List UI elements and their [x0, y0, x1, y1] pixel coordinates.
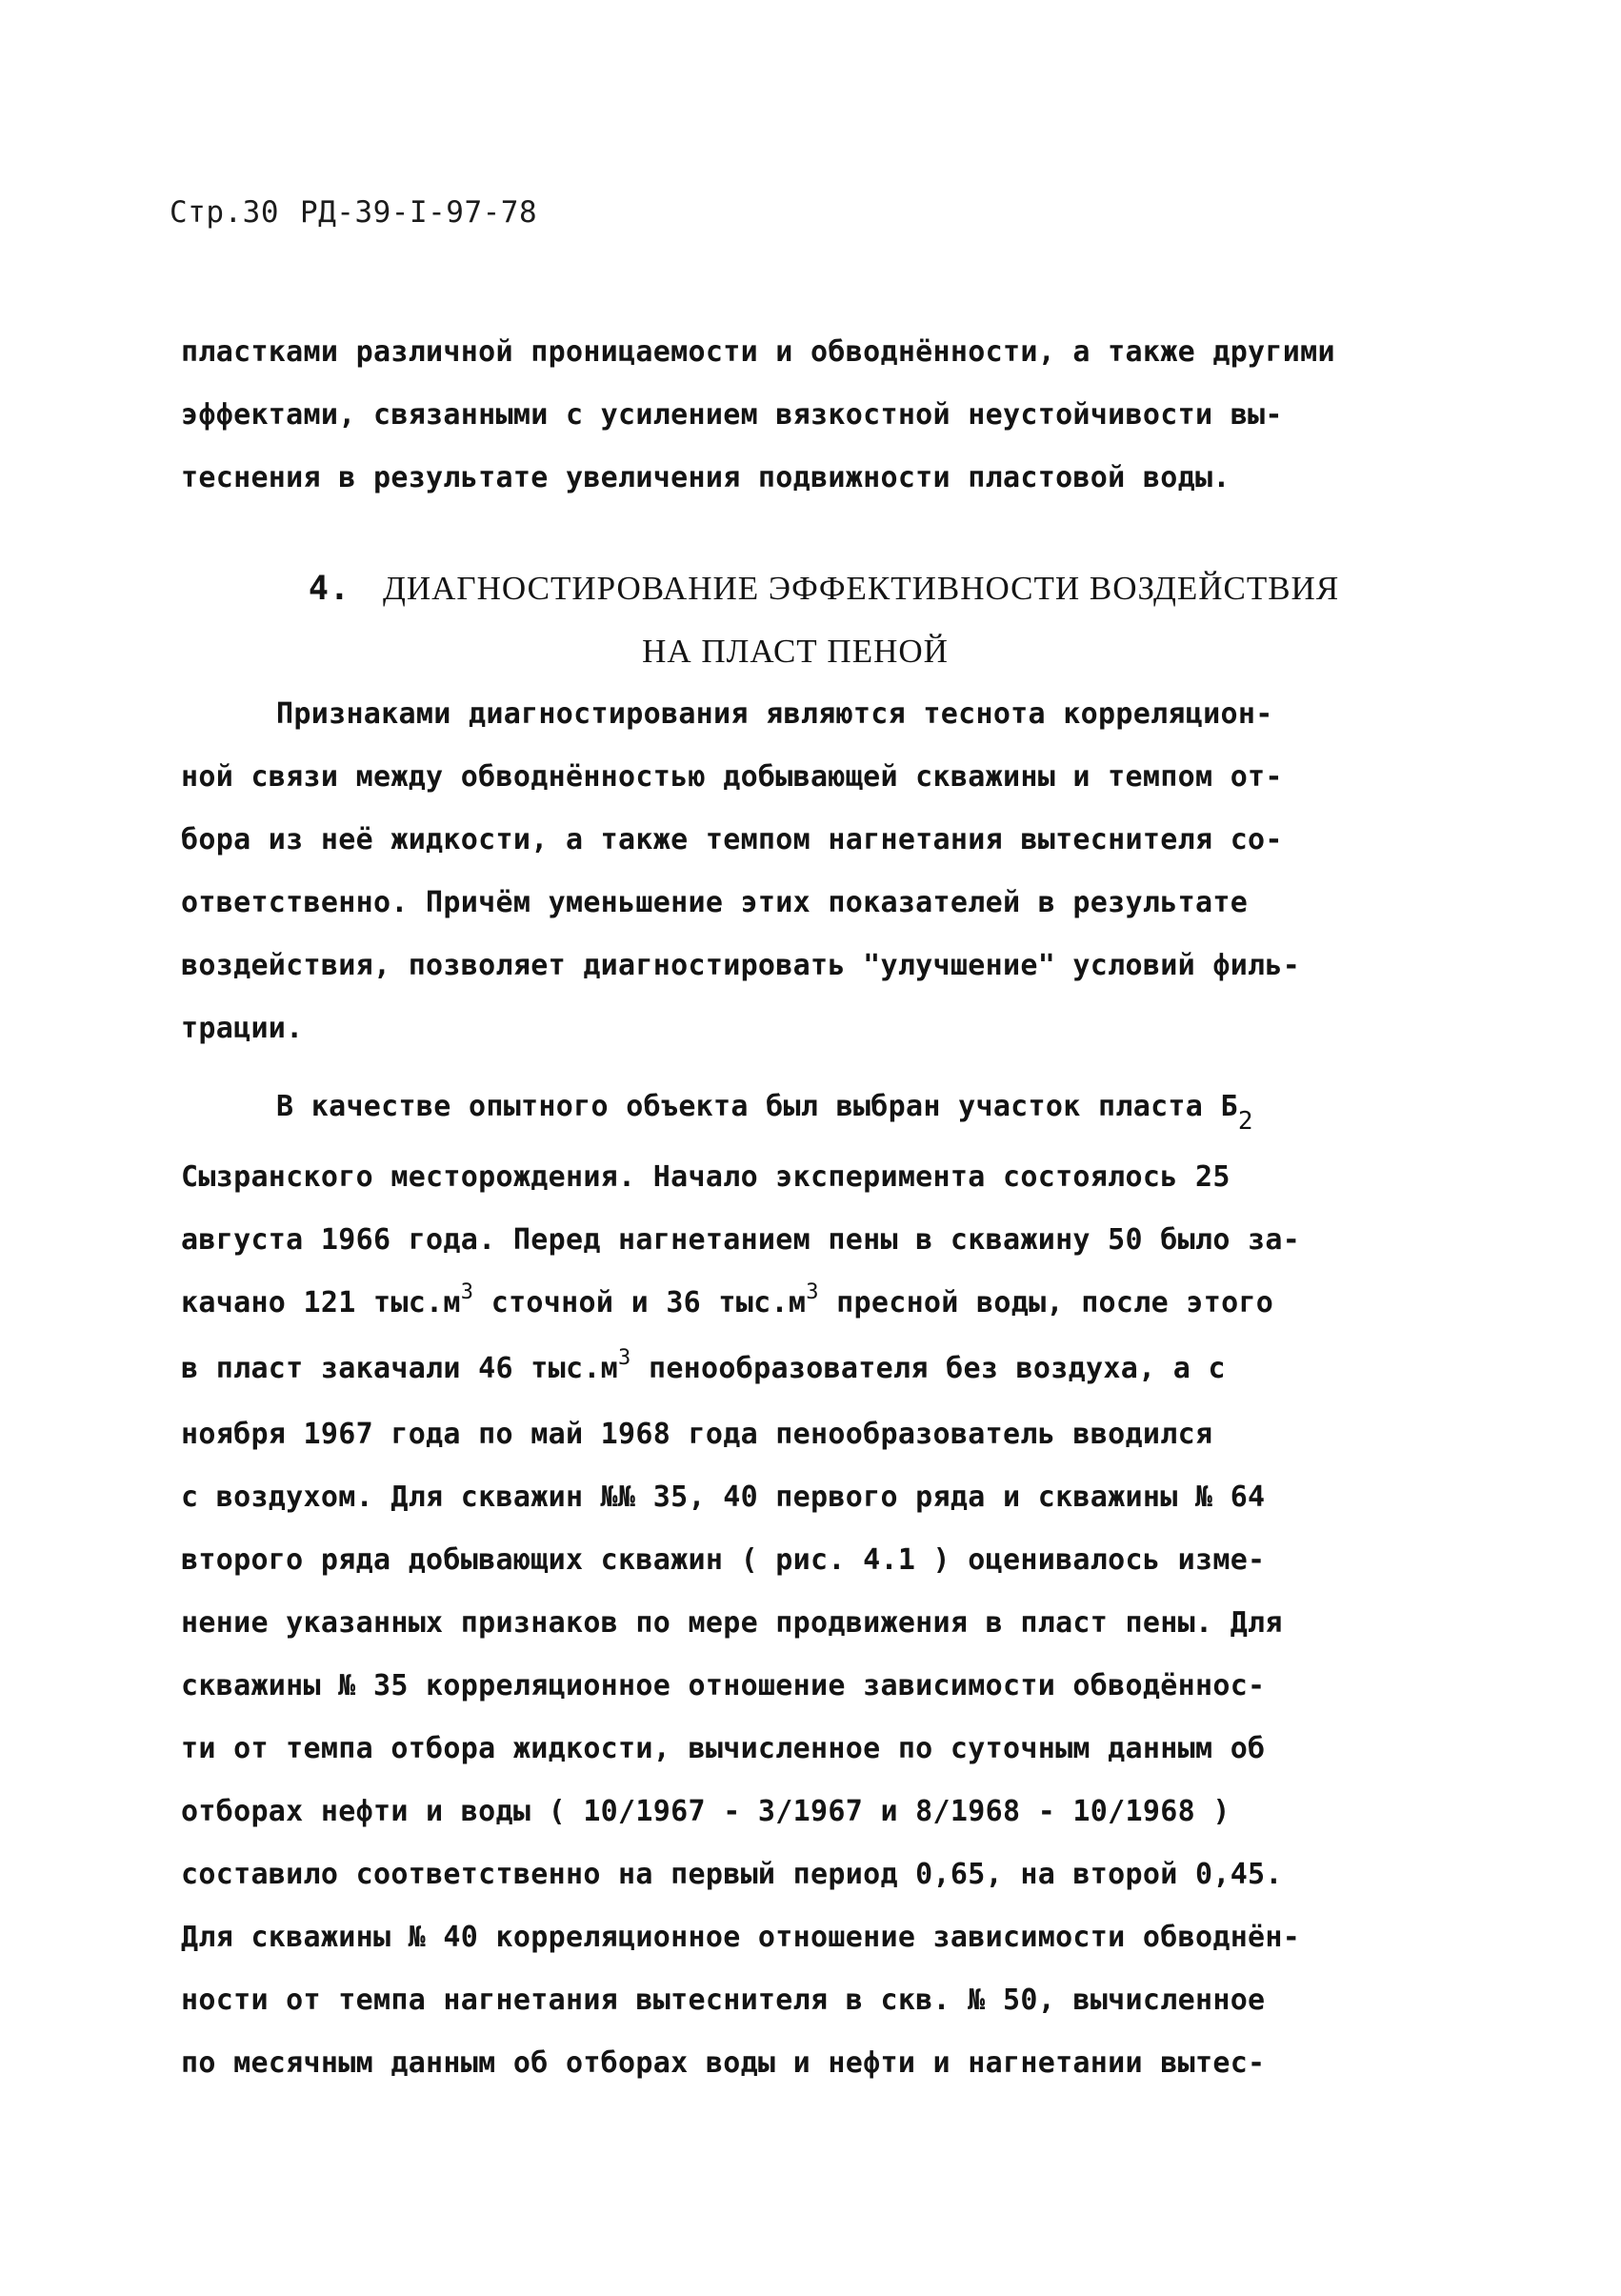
paragraph-experimental-object [181, 1069, 1495, 2095]
text-line: Сызранского месторождения. Начало эксперимента состоялось 25 [181, 1160, 1231, 1194]
text-segment: пресной воды, после этого [818, 1286, 1274, 1319]
section-title-line-2: НА ПЛАСТ ПЕНОЙ [642, 633, 949, 670]
section-heading [181, 557, 1495, 683]
document-code: РД-39-I-97-78 [299, 195, 538, 230]
text-segment: в пласт закачали 46 тыс.м [181, 1352, 619, 1385]
text-line: по месячным данным об отборах воды и нефти и нагнетании вытес- [181, 2046, 1266, 2080]
section-number: 4. [308, 570, 350, 608]
text-line: трации. [181, 1012, 304, 1045]
text-line: составило соответственно на первый период 0,65, на второй 0,45. [181, 1858, 1283, 1891]
text-segment: пенообразователя без воздуха, а с [630, 1352, 1226, 1385]
text-segment: В качестве опытного объекта был выбран участок пласта Б [276, 1090, 1238, 1123]
section-title-text: ДИАГНОСТИРОВАНИЕ ЭФФЕКТИВНОСТИ ВОЗДЕЙСТВИЯ [382, 570, 1340, 607]
text-segment: сточной и 36 тыс.м [473, 1286, 807, 1319]
superscript: 3 [460, 1280, 474, 1304]
text-line: ти от темпа отбора жидкости, вычисленное по суточным данным об [181, 1732, 1266, 1765]
text-line: августа 1966 года. Перед нагнетанием пены в скважину 50 было за- [181, 1223, 1301, 1257]
text-line: ной связи между обводнённостью добывающей скважины и темпом от- [181, 760, 1283, 794]
text-line: воздействия, позволяет диагностировать "улучшение" условий филь- [181, 949, 1301, 982]
text-line [181, 1069, 1495, 1146]
text-line: ности от темпа нагнетания вытеснителя в скв. № 50, вычисленное [181, 1984, 1266, 2017]
section-title-line-1 [181, 557, 1467, 620]
text-line: ноября 1967 года по май 1968 года пенообразователь вводился [181, 1418, 1213, 1451]
text-line: нение указанных признаков по мере продвижения в пласт пены. Для [181, 1606, 1283, 1640]
text-line: эффектами, связанными с усилением вязкостной неустойчивости вы- [181, 398, 1283, 432]
text-line: теснения в результате увеличения подвижности пластовой воды. [181, 461, 1231, 494]
paragraph-diagnostic-criteria [181, 683, 1495, 1060]
subscript: 2 [1237, 1107, 1253, 1136]
text-line: Для скважины № 40 корреляционное отношение зависимости обводнён- [181, 1921, 1301, 1954]
text-line [181, 1272, 1495, 1338]
text-line: с воздухом. Для скважин №№ 35, 40 первого ряда и скважины № 64 [181, 1480, 1266, 1514]
text-line: скважины № 35 корреляционное отношение зависимости обводённос- [181, 1669, 1266, 1702]
text-segment: качано 121 тыс.м [181, 1286, 461, 1319]
text-line: второго ряда добывающих скважин ( рис. 4.1 ) оценивалось изме- [181, 1543, 1266, 1577]
text-line: Признаками диагностирования являются теснота корреляцион- [276, 697, 1273, 731]
text-line: пластками различной проницаемости и обводнённости, а также другими [181, 335, 1335, 369]
superscript: 3 [618, 1346, 631, 1370]
text-line: бора из неё жидкости, а также темпом нагнетания вытеснителя со- [181, 823, 1283, 856]
text-line: ответственно. Причём уменьшение этих показателей в результате [181, 886, 1249, 919]
text-line [181, 1338, 1495, 1403]
superscript: 3 [806, 1280, 819, 1304]
page-header [170, 195, 537, 230]
intro-paragraph [181, 321, 1495, 510]
text-line: отборах нефти и воды ( 10/1967 - 3/1967 и 8/1968 - 10/1968 ) [181, 1795, 1231, 1828]
page-number: Стр.30 [170, 195, 279, 230]
